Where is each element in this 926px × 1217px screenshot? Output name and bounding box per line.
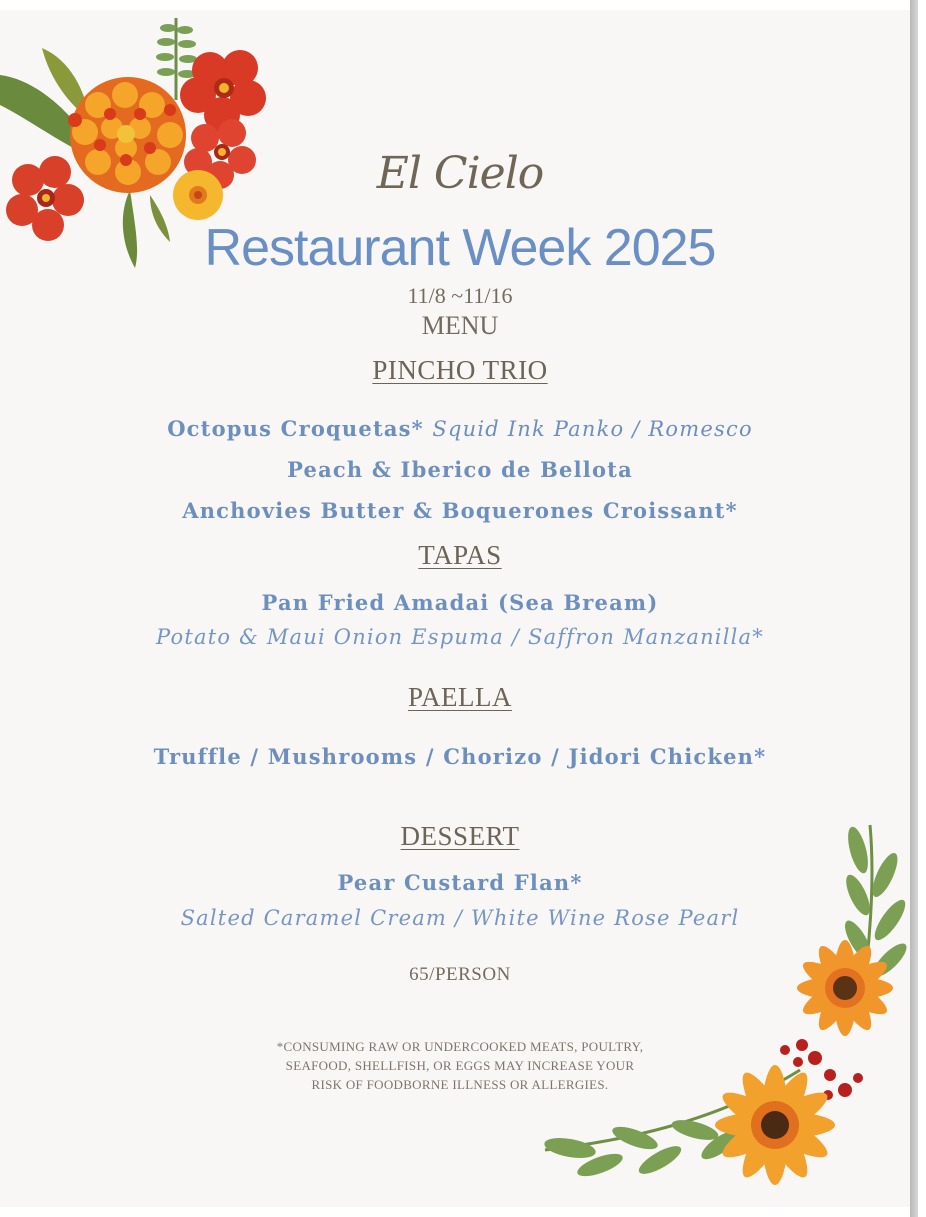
dish-pan-fried-amadai: Pan Fried Amadai (Sea Bream) xyxy=(261,590,659,615)
menu-label: MENU xyxy=(421,311,499,340)
restaurant-name: El Cielo xyxy=(376,148,544,199)
dish-octopus-croquetas xyxy=(0,416,920,441)
section-title-pincho-trio: PINCHO TRIO xyxy=(372,355,548,385)
dish-description: Squid Ink Panko / Romesco xyxy=(432,417,753,441)
food-safety-disclaimer xyxy=(0,1037,920,1094)
section-title-paella: PAELLA xyxy=(407,682,512,712)
event-title: Restaurant Week 2025 xyxy=(204,219,716,277)
disclaimer-line: *CONSUMING RAW OR UNDERCOOKED MEATS, POULTRY, xyxy=(276,1039,644,1054)
dish-anchovies-croissant: Anchovies Butter & Boquerones Croissant* xyxy=(182,498,738,523)
dish-peach-iberico: Peach & Iberico de Bellota xyxy=(287,457,633,482)
disclaimer-line: SEAFOOD, SHELLFISH, OR EGGS MAY INCREASE YOUR xyxy=(285,1058,635,1073)
section-title-tapas: TAPAS xyxy=(418,540,502,570)
dish-amadai-description: Potato & Maui Onion Espuma / Saffron Manzanilla* xyxy=(156,625,764,649)
disclaimer-line: RISK OF FOODBORNE ILLNESS OR ALLERGIES. xyxy=(311,1077,609,1092)
dish-name: Octopus Croquetas* xyxy=(167,416,424,441)
dish-flan-description: Salted Caramel Cream / White Wine Rose Pearl xyxy=(180,906,740,930)
dish-paella: Truffle / Mushrooms / Chorizo / Jidori Chicken* xyxy=(153,744,767,769)
event-dates: 11/8 ~11/16 xyxy=(407,283,513,308)
section-title-dessert: DESSERT xyxy=(400,821,520,851)
price-per-person: 65/PERSON xyxy=(409,964,511,985)
dish-pear-custard-flan: Pear Custard Flan* xyxy=(337,870,583,895)
